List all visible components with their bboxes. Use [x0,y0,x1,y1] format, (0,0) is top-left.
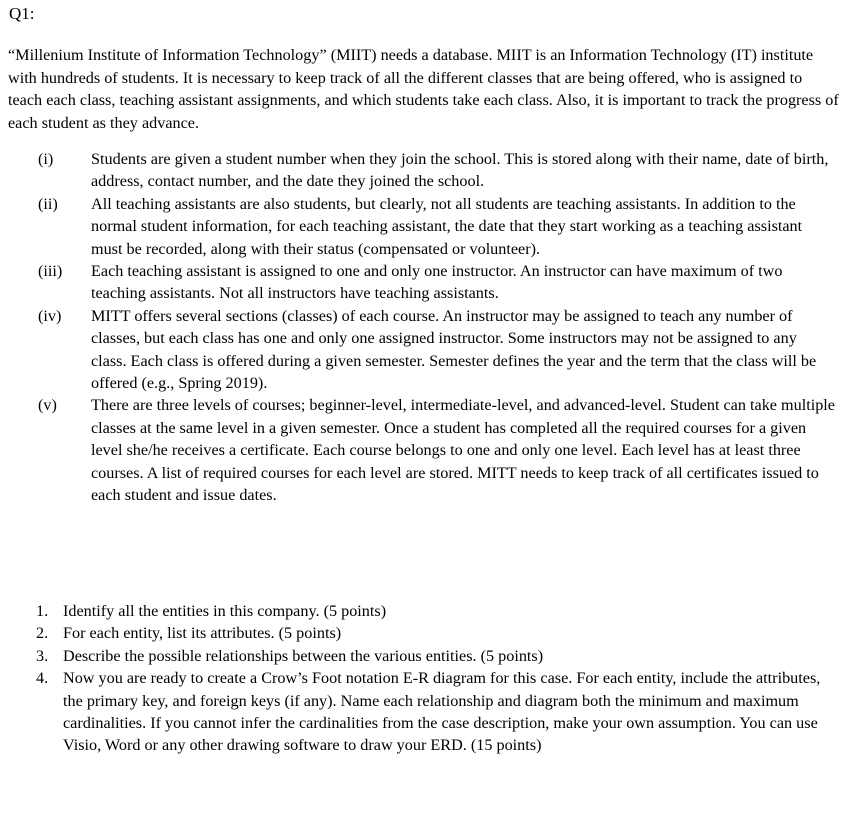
question-item [0,622,851,644]
requirement-number: (iv) [38,306,62,325]
question-text: Describe the possible relationships between the various entities. (5 points) [63,646,544,665]
question-heading: Q1: [9,4,35,23]
requirement-text: All teaching assistants are also students, but clearly, not all students are teaching assistants. In addition to the normal student information, for each teaching assistant, the date that they start working as a teaching assistant must be recorded, along with their status (compensated or volunteer). [91,194,803,258]
requirement-number: (iii) [38,262,63,281]
requirement-item [0,305,851,395]
requirement-item [0,193,851,260]
requirement-text: There are three levels of courses; beginner-level, intermediate-level, and advanced-level. Student can take multiple classes at the same level in a given semester. Once a student has completed all the required courses for a given level she/he receives a certificate. Each course belongs to one and only one level. Each level has at least three courses. A list of required courses for each level are stored. MITT needs to keep track of all certificates issued to each student and issue dates. [91,396,835,505]
question-text: Now you are ready to create a Crow’s Foot notation E-R diagram for this case. For each entity, include the attributes, the primary key, and foreign keys (if any). Name each relationship and diagram both the minimum and maximum cardinalities. If you cannot infer the cardinalities from the case description, make your own assumption. You can use Visio, Word or any other drawing software to draw your ERD. (15 points) [63,669,821,755]
requirement-text: MITT offers several sections (classes) of each course. An instructor may be assigned to teach any number of classes, but each class has one and only one assigned instructor. Some instructors may not be assigned to any class. Each class is offered during a given semester. Semester defines the year and the term that the class will be offered (e.g., Spring 2019). [91,306,817,393]
requirements-list [0,148,851,507]
question-text: Identify all the entities in this company. (5 points) [63,602,387,620]
question-item [0,600,851,622]
intro-paragraph: “Millenium Institute of Information Technology” (MIIT) needs a database. MIIT is an Information Technology (IT) institute with hundreds of students. It is necessary to keep track of all the different classes that are being offered, who is assigned to teach each class, teaching assistant assignments, and which students take each class. Also, it is important to track the progress of each student as they advance. [8,46,839,132]
question-number: 1. [36,602,49,620]
question-number: 3. [36,646,49,665]
requirement-number: (ii) [38,194,58,213]
requirement-number: (i) [38,150,54,168]
question-item [0,645,851,667]
question-number: 2. [36,624,49,643]
question-text: For each entity, list its attributes. (5 points) [63,624,342,643]
question-number: 4. [36,669,49,688]
questions-list [0,600,851,757]
requirement-text: Each teaching assistant is assigned to one and only one instructor. An instructor can have maximum of two teaching assistants. Not all instructors have teaching assistants. [91,262,783,303]
requirement-number: (v) [38,396,57,415]
requirement-item [0,394,851,506]
question-item [0,667,851,757]
requirement-item [0,148,851,193]
requirement-text: Students are given a student number when they join the school. This is stored along with their name, date of birth, address, contact number, and the date they joined the school. [91,150,829,191]
requirement-item [0,260,851,305]
